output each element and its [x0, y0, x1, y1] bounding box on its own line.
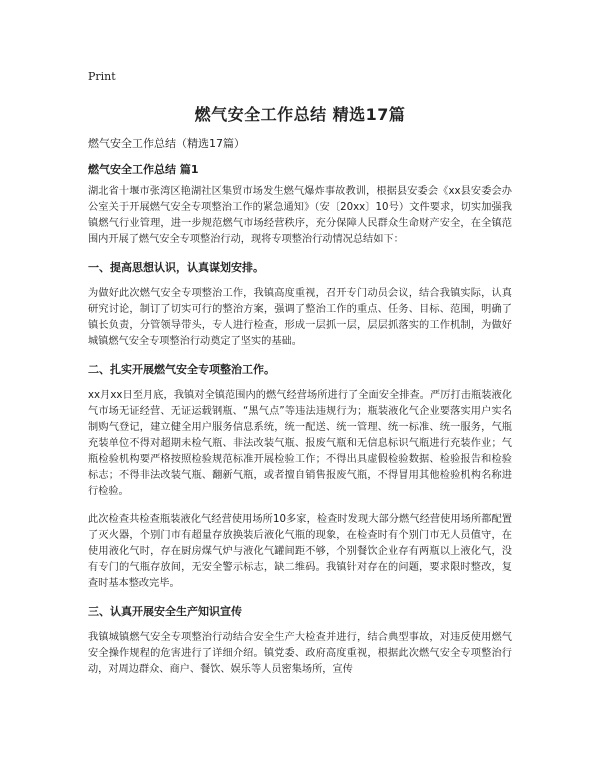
paragraph-2: 为做好此次燃气安全专项整治工作，我镇高度重视，召开专门动员会议，结合我镇实际，认真研究讨论，制订了切实可行的整治方案，强调了整治工作的重点、任务、目标、范围，明确了镇长负责，分管领导带头，专人进行检查，形成一层抓一层，层层抓落实的工作机制，为做好城镇燃气安全专项整治行动奠定了坚实的基础。: [88, 288, 512, 347]
section-title: 燃气安全工作总结 篇1: [88, 163, 199, 176]
paragraph-4: 此次检查共检查瓶装液化气经营使用场所10多家，检查时发现大部分燃气经营使用场所都配置了灭火器，个别门市有超量存放换装后液化气瓶的现象，在检查时有个别门市无人员值守，在使用液化气时，存在厨房煤气炉与液化气罐间距不够，个别餐饮企业存有两瓶以上液化气，没有专门的气瓶存放间，无安全警示标志，缺二维码。我镇针对存在的问题，要求限时整改，复查时基本整改完毕。: [88, 514, 512, 589]
print-label[interactable]: Print: [88, 70, 116, 83]
heading-2: 二、扎实开展燃气安全专项整治工作。: [88, 363, 275, 376]
document-title: 燃气安全工作总结 精选17篇: [194, 105, 406, 124]
heading-1: 一、提高思想认识，认真谋划安排。: [88, 261, 264, 274]
document-body: [88, 136, 512, 690]
paragraph-5: 我镇城镇燃气安全专项整治行动结合安全生产大检查并进行，结合典型事故，对违反使用燃气安全操作规程的危害进行了详细介绍。镇党委、政府高度重视，根据此次燃气安全专项整治行动，对周边群众、商户、餐饮、娱乐等人员密集场所，宣传: [88, 632, 512, 675]
paragraph-3: xx月xx日至月底，我镇对全镇范围内的燃气经营场所进行了全面安全排查。严厉打击瓶装液化气市场无证经营、无证运载钢瓶、“黑气点”等违法违规行为；瓶装液化气企业要落实用户实名制购气登记，建立健全用户服务信息系统，统一配送、统一管理、统一标准、统一服务，气瓶充装单位不得对超期未检气瓶、非法改装气瓶、报废气瓶和无信息标识气瓶进行充装作业；气瓶检验机构要严格按照检验规范标准开展检验工作；不得出具虚假检验数据、检验报告和检验标志；不得非法改装气瓶、翻新气瓶，或者擅自销售报废气瓶，不得冒用其他检验机构名称进行检验。: [88, 390, 512, 497]
document-subtitle: 燃气安全工作总结（精选17篇）: [88, 137, 245, 150]
heading-3: 三、认真开展安全生产知识宣传: [88, 605, 242, 618]
paragraph-intro: 湖北省十堰市张湾区艳湖社区集贸市场发生燃气爆炸事故教训，根据县安委会《xx县安委会办公室关于开展燃气安全专项整治工作的紧急通知》（安〔20xx〕10号）文件要求，切实加强我镇燃气行业管理，进一步规范燃气市场经营秩序，充分保障人民群众生命财产安全，在全镇范围内开展了燃气安全专项整治行动，现将专项整治行动情况总结如下：: [88, 186, 512, 245]
